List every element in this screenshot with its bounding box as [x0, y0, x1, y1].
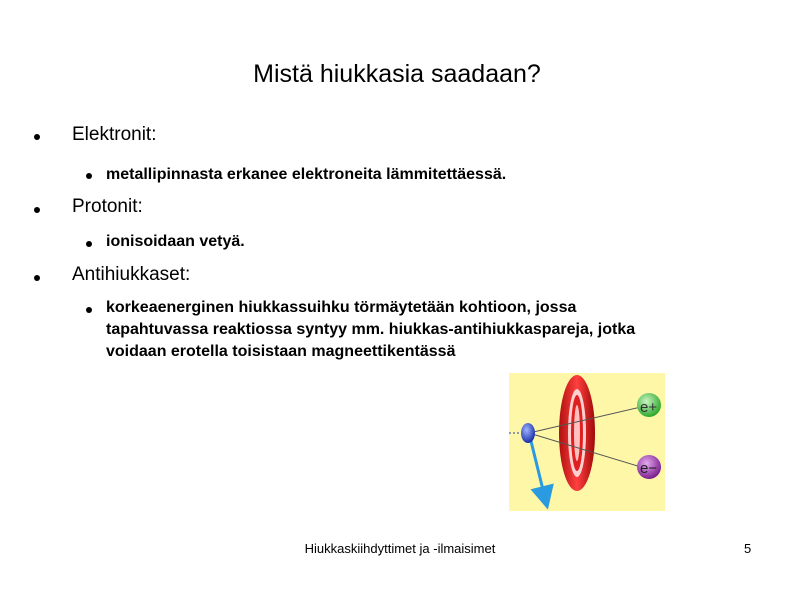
list-item-elektronit: Elektronit: [72, 124, 157, 145]
list-item-protonit: Protonit: [72, 196, 143, 217]
bullet-icon [34, 207, 40, 213]
page-number: 5 [744, 541, 752, 556]
electron-label: e− [640, 460, 658, 477]
slide-title: Mistä hiukkasia saadaan? [253, 60, 541, 88]
bullet-icon [86, 241, 92, 247]
bullet-icon [86, 307, 92, 313]
positron-label: e+ [640, 399, 658, 416]
sub-item-antihiukkaset-line-3: voidaan erotella toisistaan magneettikentässä [106, 343, 456, 360]
sub-item-antihiukkaset-line-1: korkeaenerginen hiukkassuihku törmäytetään kohtioon, jossa [106, 299, 577, 316]
sub-item-elektronit: metallipinnasta erkanee elektroneita lämmitettäessä. [106, 166, 507, 183]
sub-item-protonit: ionisoidaan vetyä. [106, 233, 245, 250]
footer-text: Hiukkaskiihdyttimet ja -ilmaisimet [304, 541, 496, 556]
incoming-particle-icon [521, 423, 535, 443]
list-item-antihiukkaset: Antihiukkaset: [72, 264, 191, 285]
target-icon [559, 375, 595, 491]
bullet-icon [34, 134, 40, 140]
sub-item-antihiukkaset-line-2: tapahtuvassa reaktiossa syntyy mm. hiukkas-antihiukkaspareja, jotka [106, 321, 636, 338]
bullet-icon [86, 173, 92, 179]
pair-production-diagram [509, 373, 665, 511]
bullet-icon [34, 275, 40, 281]
